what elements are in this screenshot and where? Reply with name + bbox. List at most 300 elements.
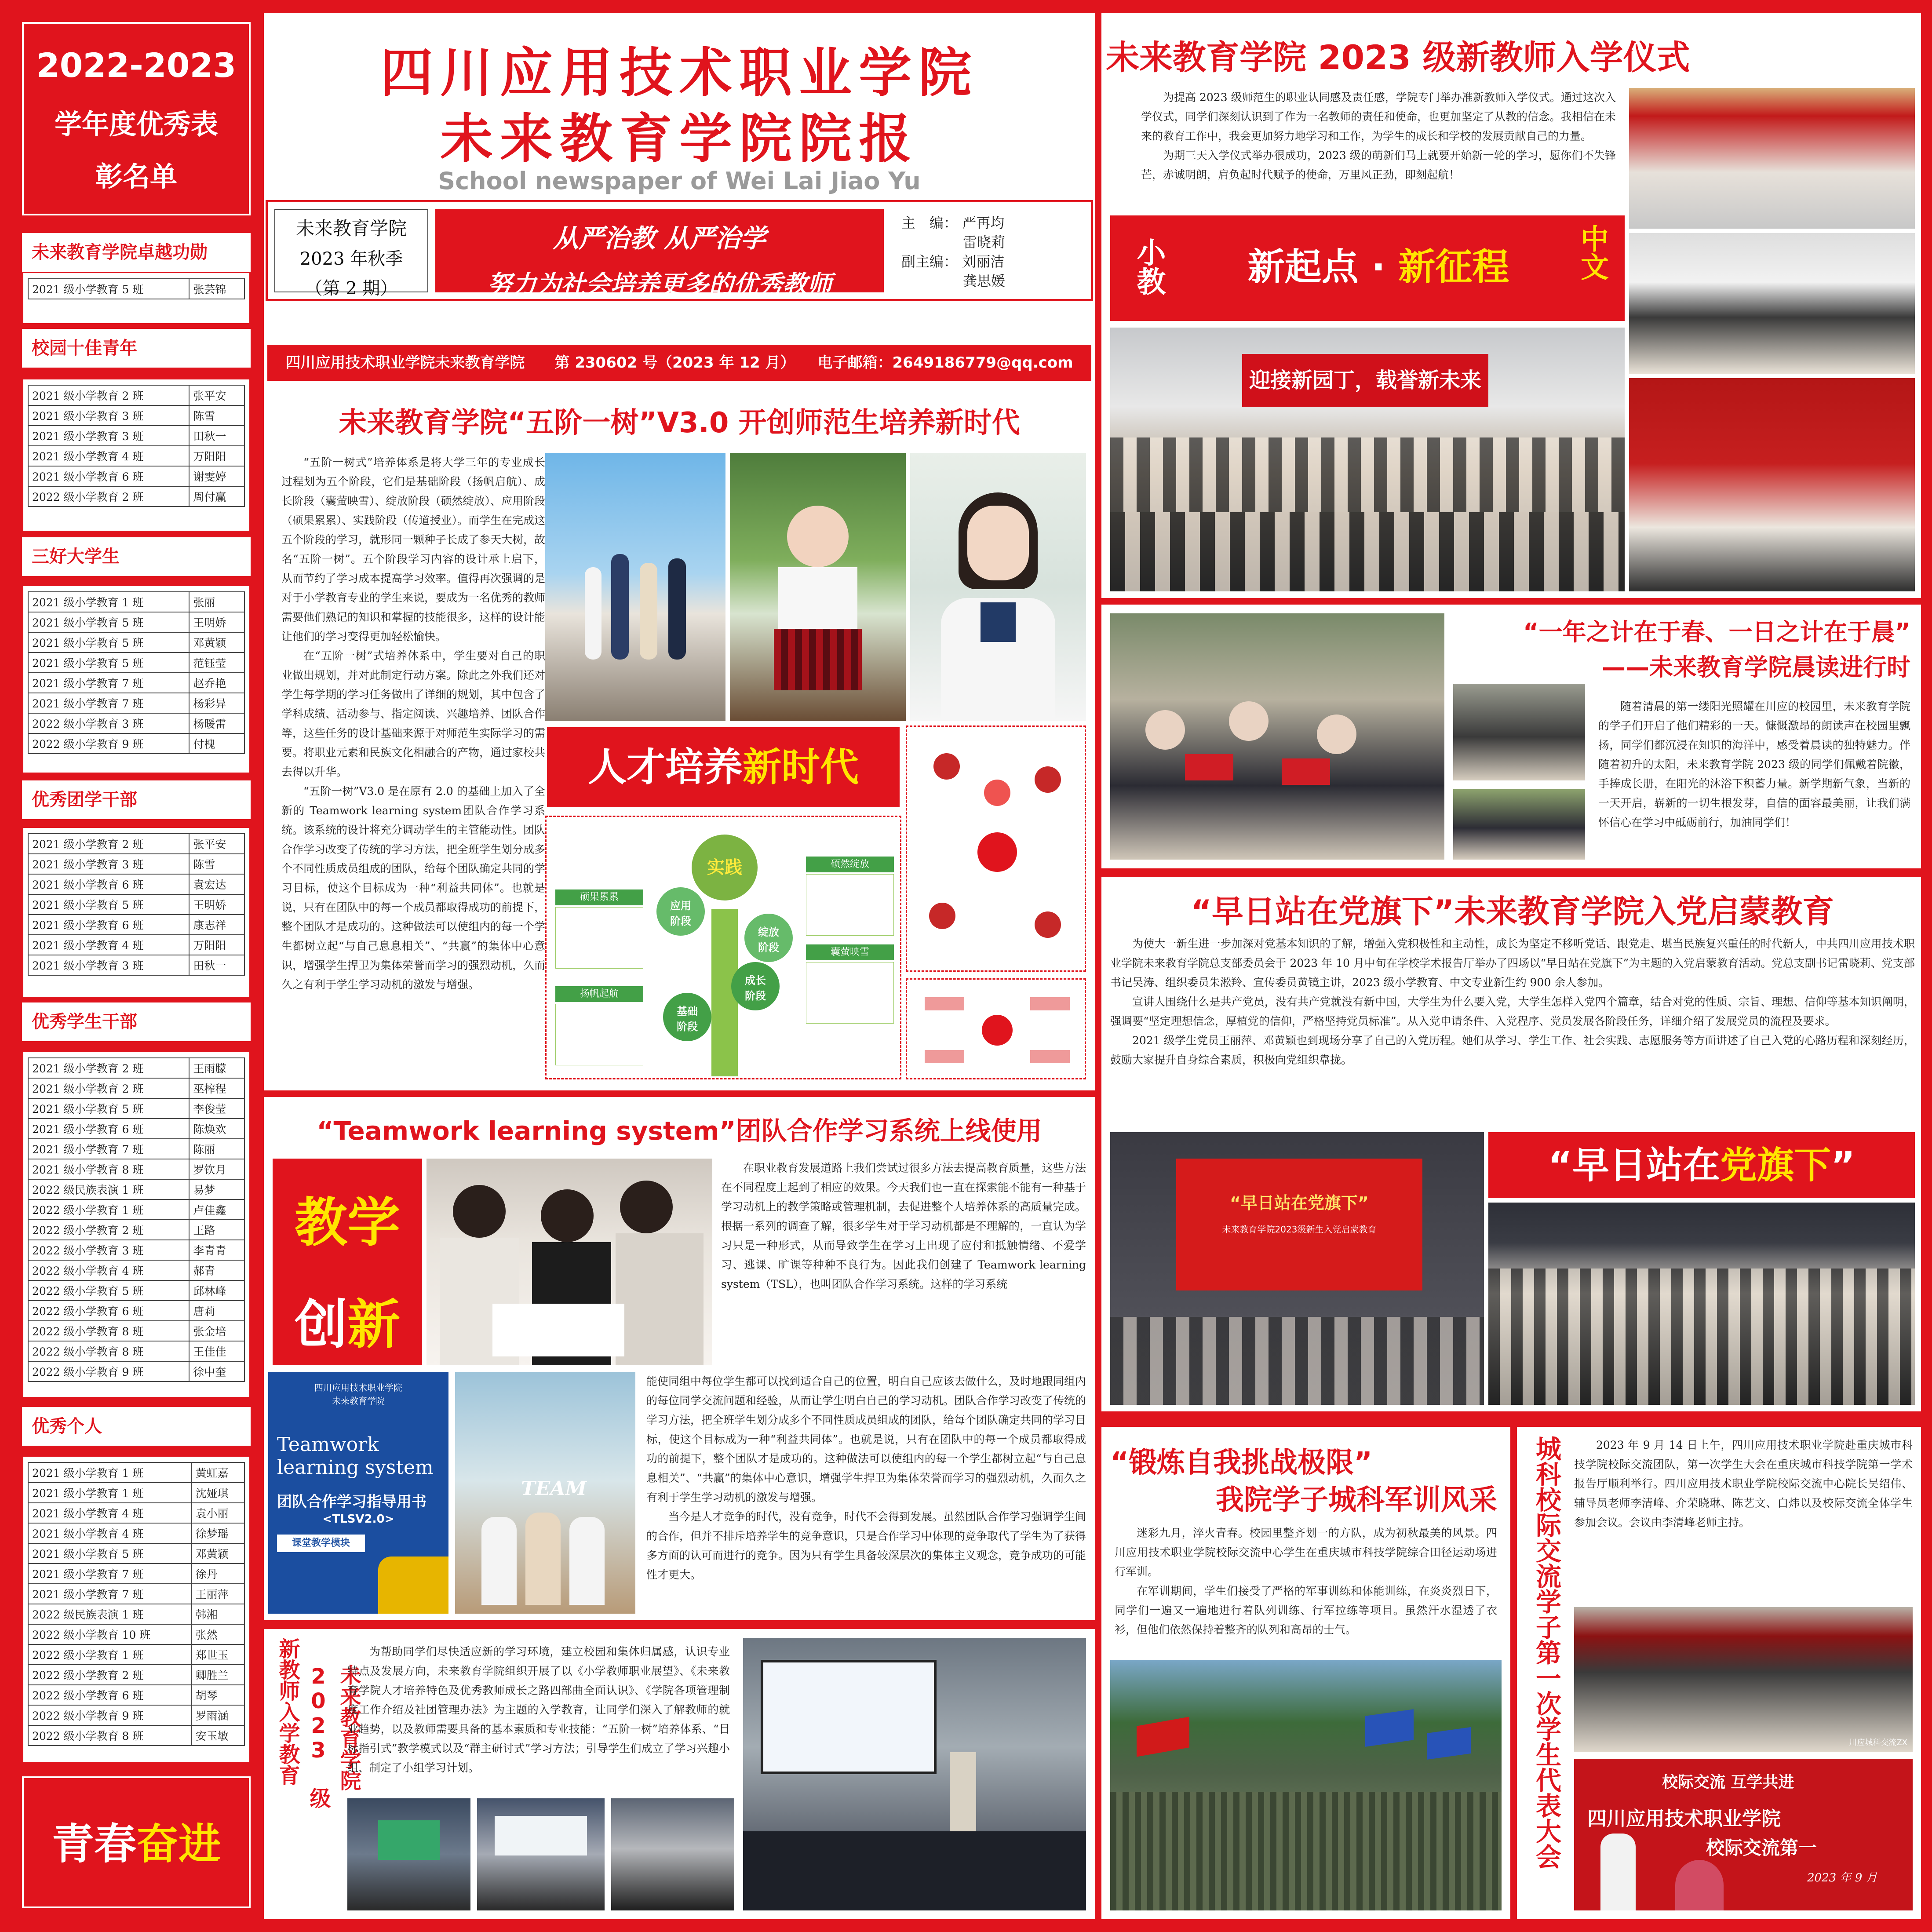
- table-row: [28, 1685, 244, 1705]
- ceremony-banner-right-box: [1572, 224, 1611, 312]
- sidebar-title-line3: 彰名单: [95, 160, 177, 193]
- roster-name: 陈雪: [189, 854, 244, 874]
- tree-node: [731, 962, 780, 1010]
- reading-paragraph: 随着清晨的第一缕阳光照耀在川应的校园里，未来教育学院的学子们开启了他们精彩的一天。慷慨激昂的朗读声在校园里飘扬，同学们都沉浸在知识的海洋中，感受着晨读的独特魅力。伴随着初升的太阳，未来教育学院 2023 级的同学们佩戴着院徽，手捧成长册，在阳光的沐浴下积蓄力量。新学期新气象，当新的一天开启，崭新的一切生根发芽，自信的面容最美丽，让我们满怀信心在学习中砥砺前行，加油同学们！: [1598, 700, 1910, 829]
- roster-name: 李俊莹: [189, 1098, 244, 1119]
- roster-name: 安玉敏: [192, 1725, 244, 1746]
- table-row: [28, 1220, 244, 1240]
- roster-class: 2021 级小学教育 7 班: [28, 1139, 189, 1159]
- table-row: [28, 1564, 244, 1584]
- table-row: [28, 1523, 244, 1543]
- book-tag: [277, 1535, 365, 1552]
- roster-name: 袁小丽: [192, 1503, 244, 1523]
- article-military: [1101, 1427, 1510, 1919]
- sidebar-heading-youth: 校园十佳青年: [22, 329, 251, 368]
- party-paragraph: 宣讲人围绕什么是共产党员，没有共产党就没有新中国，大学生为什么要入党，大学生怎样入党四个篇章，结合对党的性质、宗旨、理想、信仰等基本知识阐明，强调要“坚定理想信念，厚植党的信仰，严格坚持党员标准”。从入党申请条件、入党程序、党员发展各阶段任务，详细介绍了发展党员的流程及要求。: [1110, 995, 1915, 1028]
- exchange-body: [1574, 1436, 1913, 1603]
- tree-node-label: 应用阶段: [670, 900, 691, 927]
- ceremony-headline: 未来教育学院 2023 级新教师入学仪式: [1106, 38, 1690, 77]
- military-headline-2: 我院学子城科军训风采: [1216, 1484, 1497, 1516]
- table-row: [28, 1280, 244, 1301]
- editor-label: 主 编：: [901, 215, 958, 231]
- roster-class: 2022 级小学教育 6 班: [28, 1685, 192, 1705]
- editor-name-2: 雷晓莉: [963, 234, 1006, 251]
- sidebar-heading-league-cadre: 优秀团学干部: [22, 780, 251, 819]
- roster-name: 韩湘: [192, 1604, 244, 1624]
- photo-lecture-hall: [743, 1638, 1086, 1910]
- military-headline-1: “锻炼自我挑战极限”: [1110, 1447, 1373, 1479]
- orientation-body: [347, 1642, 730, 1787]
- table-row: [28, 915, 244, 935]
- roster-name: 张然: [192, 1624, 244, 1644]
- party-screen-sub: 未来教育学院2023级新生入党启蒙教育: [1222, 1224, 1377, 1235]
- tree-node-label: 基础阶段: [677, 1005, 698, 1033]
- roster-name: 沈娅琪: [192, 1483, 244, 1503]
- roster-class: 2021 级小学教育 5 班: [28, 279, 189, 299]
- table-row: [28, 1361, 244, 1382]
- table-row: [28, 935, 244, 955]
- roster-class: 2021 级小学教育 3 班: [28, 426, 189, 446]
- roster-name: 张丽: [189, 592, 244, 612]
- sidebar-heading-student-cadre: 优秀学生干部: [22, 1002, 251, 1041]
- teamwork-side-banner: [273, 1159, 422, 1365]
- photo-military-training: [1110, 1660, 1502, 1910]
- roster-class: 2021 级小学教育 5 班: [28, 1098, 189, 1119]
- teamwork-side-a: 教学: [295, 1192, 400, 1254]
- party-screen-title: “早日站在党旗下”: [1230, 1193, 1369, 1213]
- ceremony-banner-left: 小教: [1132, 237, 1166, 295]
- roster-name: 王佳佳: [189, 1341, 244, 1361]
- photo-exchange-hall: [1574, 1607, 1913, 1752]
- masthead-english: School newspaper of Wei Lai Jiao Yu: [438, 167, 921, 195]
- book-cover: [268, 1372, 448, 1614]
- photo-party-hall: [1110, 1132, 1484, 1405]
- table-row: [28, 854, 244, 874]
- tree-tab-label: 囊萤映雪: [830, 947, 869, 958]
- wujie-banner: [545, 725, 901, 809]
- roster-class: 2022 级小学教育 8 班: [28, 1321, 189, 1341]
- roster-class: 2022 级小学教育 4 班: [28, 1260, 189, 1280]
- tree-node: [656, 887, 705, 936]
- table-row: [28, 1098, 244, 1119]
- masthead-editors: [901, 213, 1086, 291]
- table-row: [28, 1705, 244, 1725]
- photo-party-audience: [1488, 1203, 1915, 1405]
- roster-name: 田秋一: [189, 426, 244, 446]
- party-banner: [1488, 1132, 1915, 1198]
- photo-classroom-1: [347, 1798, 470, 1910]
- roster-name: 胡琴: [192, 1685, 244, 1705]
- infoline-text: 四川应用技术职业学院未来教育学院 第 230602 号（2023 年 12 月） 电子邮箱：2649186779@qq.com: [285, 354, 1073, 372]
- party-paragraph: 2021 级学生党员王丽萍、邓黄颖也到现场分享了自己的入党历程。她们从学习、学生工作、社会实践、志愿服务等方面讲述了自己入党的心路历程和深刻经历，鼓励大家提升自身综合素质，积极向党组织靠拢。: [1110, 1034, 1915, 1066]
- teamwork-body-bottom: [646, 1372, 1086, 1614]
- roster-table: [28, 1462, 245, 1746]
- roster-name: 陈雪: [189, 405, 244, 426]
- roster-class: 2021 级小学教育 5 班: [28, 632, 189, 653]
- roster-class: 2022 级民族表演 1 班: [28, 1179, 189, 1199]
- roster-name: 张平安: [189, 385, 244, 405]
- vice-editor-name-1: 刘丽洁: [962, 253, 1005, 270]
- photo-reading-small-1: [1453, 684, 1585, 780]
- roster-class: 2022 级小学教育 6 班: [28, 1301, 189, 1321]
- roster-name: 康志祥: [189, 915, 244, 935]
- mind-map-1: [906, 725, 1086, 972]
- team-tag: TEAM: [521, 1477, 587, 1500]
- military-paragraph: 迷彩九月，淬火青春。校园里整齐划一的方队，成为初秋最美的风景。四川应用技术职业学院校际交流中心学生在重庆城市科技学院综合田径运动场进行军训。: [1115, 1527, 1497, 1578]
- orientation-paragraph: 为帮助同学们尽快适应新的学习环境，建立校园和集体归属感，认识专业特点及发展方向，未来教育学院组织开展了以《小学教师职业展望》、《未来教育学院人才培养特色及优秀教师成长之路四部曲全面认识》、《学院各项管理制度工作介绍及社团管理办法》为主题的入学教育，让同学们深入了解教师的就业趋势，以及教师需要具备的基本素质和专业技能：“五阶一树”培养体系、“目标指引式”教学模式以及“群主研讨式”学习方法；引导学生们成立了学习兴趣小组、制定了小组学习计划。: [347, 1645, 730, 1774]
- table-row: [28, 1199, 244, 1220]
- tree-diagram: [545, 816, 901, 1079]
- tree-tab: [806, 857, 894, 872]
- tree-node-label: 绽放阶段: [758, 926, 779, 954]
- roster-class: 2021 级小学教育 6 班: [28, 466, 189, 486]
- ceremony-banner: [1110, 215, 1625, 321]
- roster-name: 邓黄颖: [189, 632, 244, 653]
- article-party: [1101, 877, 1921, 1411]
- roster-name: 易梦: [189, 1179, 244, 1199]
- roster-class: 2021 级小学教育 2 班: [28, 834, 189, 854]
- article-ceremony: [1101, 13, 1921, 598]
- photo-reading-small-2: [1453, 789, 1585, 860]
- table-row: [28, 1483, 244, 1503]
- roster-class: 2021 级小学教育 1 班: [28, 1483, 192, 1503]
- tree-tab-label: 硕果累累: [580, 892, 619, 903]
- masthead-issue: （第 2 期）: [305, 278, 398, 299]
- photo-student-portrait: [910, 453, 1086, 721]
- table-row: [28, 1341, 244, 1361]
- roster-class: 2021 级小学教育 6 班: [28, 915, 189, 935]
- ceremony-paragraph: 为提高 2023 级师范生的职业认同感及责任感，学院专门举办准新教师入学仪式。通过这次入学仪式，同学们深刻认识到了作为一名教师的责任和使命，也更加坚定了从教的信念。我相信在未来的教育工作中，我会更加努力地学习和工作，为学生的成长和学校的发展贡献自己的力量。: [1141, 91, 1616, 142]
- photo-students-group-work: [426, 1159, 712, 1365]
- sidebar-title-year: 2022-2023: [36, 46, 237, 85]
- roster-name: 卢佳鑫: [189, 1199, 244, 1220]
- roster-name: 张金培: [189, 1321, 244, 1341]
- table-row: [28, 955, 244, 975]
- vice-editor-name-2: 龚思媛: [963, 273, 1006, 289]
- book-title: 团队合作学习指导用书: [277, 1493, 426, 1511]
- roster-class: 2022 级小学教育 8 班: [28, 1725, 192, 1746]
- roster-class: 2022 级小学教育 2 班: [28, 1220, 189, 1240]
- sidebar-heading-merit: 未来教育学院卓越功勋: [22, 233, 251, 272]
- article-teamwork: [264, 1097, 1095, 1620]
- roster-name: 张平安: [189, 834, 244, 854]
- table-row: [28, 1159, 244, 1179]
- book-en-2: learning system: [277, 1456, 434, 1479]
- orientation-vertical-title: 新教师入学教育: [275, 1638, 300, 1786]
- roster-name: 谢雯婷: [189, 466, 244, 486]
- roster-class: 2022 级小学教育 5 班: [28, 1280, 189, 1301]
- table-row: [28, 1058, 244, 1078]
- roster-name: 张芸锦: [189, 279, 244, 299]
- book-dept: 未来教育学院: [332, 1396, 385, 1406]
- mind-map-2: [906, 978, 1086, 1079]
- exchange-stage-line1: 校际交流 互学共进: [1662, 1773, 1794, 1791]
- roster-class: 2022 级小学教育 3 班: [28, 713, 189, 733]
- roster-class: 2021 级小学教育 7 班: [28, 1584, 192, 1604]
- wujie-paragraph: “五阶一树式”培养体系是将大学三年的专业成长过程划为五个阶段，它们是基础阶段（扬帆启航）、成长阶段（囊萤映雪）、绽放阶段（硕然绽放）、应用阶段（硕果累累）、实践阶段（传道授业）。而学生在完成这五个阶段的学习，就形同一颗种子长成了参天大树，故名“五阶一树”。五个阶段学习内容的设计承上启下，从而节约了学习成本提高学习效率。值得再次强调的是对于小学教育专业的学生来说，要成为一名优秀的教师需要他们熟记的知识和掌握的技能很多，这样的设计能让他们的学习变得更加轻松愉快。: [281, 456, 545, 643]
- roster-class: 2022 级小学教育 1 班: [28, 1644, 192, 1665]
- roster-class: 2021 级小学教育 4 班: [28, 1503, 192, 1523]
- table-row: [28, 1543, 244, 1564]
- tree-node-label: 成长阶段: [745, 974, 766, 1002]
- sidebar-heading-individual: 优秀个人: [22, 1407, 251, 1446]
- roster-class: 2021 级小学教育 7 班: [28, 673, 189, 693]
- table-row: [28, 1321, 244, 1341]
- table-row: [28, 693, 244, 713]
- table-row: [28, 874, 244, 894]
- orientation-vertical-sub: 未来教育学院 2023 级: [306, 1664, 361, 1808]
- exchange-vertical-title: 城科校际交流学子第一次学生代表大会: [1531, 1436, 1561, 1869]
- slogan-part-a: 青春: [52, 1819, 136, 1869]
- military-paragraph: 在军训期间，学生们接受了严格的军事训练和体能训练，在炎炎烈日下，同学们一遍又一遍地进行着队列训练、行军拉练等项目。虽然汗水湿透了衣衫，但他们依然保持着整齐的队列和高昂的士气。: [1115, 1585, 1497, 1636]
- roster-class: 2021 级小学教育 3 班: [28, 405, 189, 426]
- table-row: [28, 612, 244, 632]
- exchange-stage-line2: 四川应用技术职业学院: [1587, 1808, 1781, 1830]
- roster-table: [28, 278, 245, 299]
- roster-class: 2022 级小学教育 10 班: [28, 1624, 192, 1644]
- table-row: [28, 834, 244, 854]
- roster-name: 徐中奎: [189, 1361, 244, 1382]
- roster-class: 2022 级小学教育 8 班: [28, 1341, 189, 1361]
- roster-name: 万阳阳: [189, 446, 244, 466]
- table-row: [28, 1665, 244, 1685]
- wujie-headline: 未来教育学院“五阶一树”V3.0 开创师范生培养新时代: [339, 407, 1020, 439]
- photo-reading-large: [1110, 613, 1444, 860]
- party-banner-c: ”: [1831, 1144, 1855, 1187]
- ceremony-paragraph: 为期三天入学仪式举办很成功，2023 级的萌新们马上就要开始新一轮的学习，愿你们不失锋芒，赤诚明朗，肩负起时代赋予的使命，万里风正劲，即刻起航！: [1141, 149, 1616, 181]
- photo-classroom-2: [477, 1798, 605, 1910]
- roster-name: 罗钦月: [189, 1159, 244, 1179]
- roster-class: 2021 级小学教育 7 班: [28, 1564, 192, 1584]
- roster-class: 2021 级小学教育 4 班: [28, 446, 189, 466]
- photo-ceremony-stage: [1629, 88, 1915, 229]
- table-row: [28, 1301, 244, 1321]
- roster-class: 2021 级小学教育 2 班: [28, 1078, 189, 1098]
- book-version: <TLSV2.0>: [322, 1513, 394, 1526]
- reading-headline-1: “一年之计在于春、一日之计在于晨”: [1523, 618, 1910, 646]
- roster-class: 2022 级小学教育 9 班: [28, 1705, 192, 1725]
- roster-name: 王明娇: [189, 894, 244, 915]
- photo-ceremony-award: [1629, 378, 1915, 591]
- teamwork-paragraph: 能使同组中每位学生都可以找到适合自己的位置，明白自己应该去做什么，及时地跟同组内的每位同学交流问题和经验，从而让学生明白自己的学习动机。团队合作学习改变了传统的学习方法，把全班学生划分成多个不同性质成员组成的团队，给每个团队确定共同的学习目标，使这个目标成为一种“利益共同体”。也就是说，只有在团队中的每一个成员都取得成功的前提下，整个团队才是成功的。这种做法可以使组内的每一个学生都树立起“与自己息息相关”、“共赢”的集体中心意识，增强学生捍卫为集体荣誉而学习的强烈动机，久而久之有利于学生学习动机的激发与增强。: [646, 1375, 1086, 1504]
- roster-name: 徐梦瑶: [192, 1523, 244, 1543]
- party-banner-a: “早日站在: [1548, 1144, 1720, 1187]
- article-orientation: [264, 1629, 1095, 1919]
- roster-name: 王路: [189, 1220, 244, 1240]
- table-row: [28, 713, 244, 733]
- masthead-school: 四川应用技术职业学院: [380, 43, 978, 104]
- table-row: [28, 1139, 244, 1159]
- masthead-dept: 未来教育学院: [295, 218, 407, 239]
- roster-class: 2021 级小学教育 4 班: [28, 935, 189, 955]
- masthead-motto-1: 从严治教 从严治学: [553, 223, 766, 253]
- tree-top-node: [692, 835, 758, 900]
- roster-class: 2022 级小学教育 9 班: [28, 1361, 189, 1382]
- roster-table: [28, 385, 245, 507]
- roster-name: 杨暖雷: [189, 713, 244, 733]
- roster-name: 付槐: [189, 733, 244, 754]
- slogan-part-b: 奋进: [136, 1819, 221, 1869]
- sidebar-title-block: [22, 22, 251, 215]
- table-row: [28, 426, 244, 446]
- exchange-stage-line3: 校际交流第一: [1706, 1837, 1817, 1859]
- teamwork-paragraph: 当今是人才竞争的时代，没有竞争，时代不会得到发展。虽然团队合作学习强调学生间的合作，但并不排斥培养学生的竞争意识，只是合作学习中体现的竞争取代了学生为了获得多方面的认可而进行的竞争。因为只有学生具备较深层次的集体主义观念，竞争成功的可能性才更大。: [646, 1510, 1086, 1581]
- masthead-motto-2: 努力为社会培养更多的优秀教师: [487, 270, 832, 299]
- roster-name: 赵乔艳: [189, 673, 244, 693]
- roster-class: 2021 级小学教育 3 班: [28, 955, 189, 975]
- exchange-stage-date: 2023 年 9 月: [1807, 1871, 1877, 1885]
- roster-name: 黄虹嘉: [192, 1462, 244, 1483]
- roster-class: 2021 级小学教育 4 班: [28, 1523, 192, 1543]
- roster-name: 王丽萍: [192, 1584, 244, 1604]
- roster-name: 卿胜兰: [192, 1665, 244, 1685]
- reading-body: [1598, 697, 1910, 864]
- vice-editor-label: 副主编：: [901, 253, 958, 270]
- roster-three-good: [22, 585, 251, 774]
- roster-class: 2022 级民族表演 1 班: [28, 1604, 192, 1624]
- roster-class: 2022 级小学教育 2 班: [28, 1665, 192, 1685]
- roster-table: [28, 833, 245, 976]
- teamwork-side-b2: 新: [347, 1294, 400, 1356]
- reading-headline-2: ——未来教育学院晨读进行时: [1602, 653, 1910, 681]
- roster-class: 2021 级小学教育 6 班: [28, 874, 189, 894]
- photo-team-students: [455, 1372, 635, 1614]
- roster-class: 2021 级小学教育 5 班: [28, 894, 189, 915]
- table-row: [28, 1240, 244, 1260]
- ceremony-banner-right: 中文: [1576, 224, 1608, 281]
- photo-ceremony-group: [1110, 328, 1625, 591]
- wujie-banner-a: 人才培养: [587, 744, 743, 790]
- ceremony-stage-caption: 迎接新园丁，载誉新未来: [1249, 368, 1481, 393]
- table-row: [28, 733, 244, 754]
- roster-table: [28, 1057, 245, 1382]
- table-row: [28, 653, 244, 673]
- tree-tab: [806, 944, 894, 960]
- roster-name: 徐丹: [192, 1564, 244, 1584]
- tree-node: [744, 914, 793, 962]
- table-row: [28, 1624, 244, 1644]
- table-row: [28, 1260, 244, 1280]
- table-row: [28, 1119, 244, 1139]
- table-row: [28, 632, 244, 653]
- table-row: [28, 405, 244, 426]
- table-row: [28, 1725, 244, 1746]
- sidebar-title-line2: 学年度优秀表: [54, 108, 218, 140]
- tree-tab: [555, 889, 643, 905]
- photo-student-uniform: [730, 453, 906, 721]
- roster-student-cadre: [22, 1051, 251, 1398]
- roster-name: 田秋一: [189, 955, 244, 975]
- roster-class: 2021 级小学教育 3 班: [28, 854, 189, 874]
- photo-students-jumping: [545, 453, 725, 721]
- roster-class: 2021 级小学教育 2 班: [28, 1058, 189, 1078]
- roster-name: 陈焕欢: [189, 1119, 244, 1139]
- book-tag-label: 课堂教学模块: [292, 1538, 350, 1549]
- ceremony-banner-center-b: 新征程: [1398, 245, 1509, 288]
- roster-individual: [22, 1455, 251, 1763]
- table-row: [28, 894, 244, 915]
- party-banner-b: 党旗下: [1720, 1144, 1831, 1187]
- wujie-paragraph: 在“五阶一树”式培养体系中，学生要对自己的职业做出规划，并对此制定行动方案。除此之外我们还对学生每学期的学习任务做出了详细的规划，其中包含了学科成绩、活动参与、指定阅读、兴趣培养、团队合作等，这些任务的设计基础来源于对师范生实际学习的需要。将职业元素和民族文化相融合的产物，通过家校共去得以升华。: [281, 649, 545, 778]
- exchange-watermark: 川应城科交流ZX: [1849, 1738, 1907, 1747]
- tree-top-label: 实践: [707, 857, 742, 878]
- ceremony-body: [1141, 88, 1616, 224]
- teamwork-paragraph: 在职业教育发展道路上我们尝试过很多方法去提高教育质量，这些方法在不同程度上起到了相应的效果。今天我们也一直在探索能不能有一种基于学习动机上的教学策略或管理机制，去促进整个人培养体系的高质量完成。根据一系列的调查了解，很多学生对于学习动机都是不理解的，一直认为学习只是一种形式，从而导致学生在学习上出现了应付和抵触情绪、不爱学习、逃课、旷课等种种不良行为。因此我们创建了 Teamwork learning system（TSL），也叫团队合作学习系统。这样的学习系统: [721, 1162, 1086, 1290]
- roster-name: 罗雨涵: [192, 1705, 244, 1725]
- wujie-banner-b: 新时代: [743, 744, 859, 790]
- photo-exchange-stage: [1574, 1759, 1913, 1910]
- roster-name: 邓黄颖: [192, 1543, 244, 1564]
- wujie-paragraph: “五阶一树”V3.0 是在原有 2.0 的基础上加入了全新的 Teamwork learning system团队合作学习系统。该系统的设计将充分调动学生的主管能动性。团队合作学习改变了传统的学习方法，把全班学生划分成多个不同性质成员组成的团队，给每个团队确定共同的学习目标，使这个目标成为一种“利益共同体”。也就是说，只有在团队中的每一个成员都取得成功的前提下，整个团队才是成功的。这种做法可以使组内的每一个学生都树立起“与自己息息相关”、“共赢”的集体中心意识，增强学生捍卫为集体荣誉而学习的强烈动机，久而久之有利于学生学习动机的激发与增强。: [281, 785, 545, 991]
- wujie-body: [281, 453, 545, 1077]
- table-row: [28, 446, 244, 466]
- roster-class: 2021 级小学教育 5 班: [28, 1543, 192, 1564]
- table-row: [28, 486, 244, 507]
- teamwork-headline: “Teamwork learning system”团队合作学习系统上线使用: [317, 1116, 1042, 1146]
- roster-name: 王明娇: [189, 612, 244, 632]
- table-row: [28, 1078, 244, 1098]
- book-en-1: Teamwork: [277, 1433, 379, 1456]
- teamwork-body-top: [721, 1159, 1086, 1365]
- roster-name: 周付赢: [189, 486, 244, 507]
- article-wujie: [264, 387, 1095, 1090]
- roster-class: 2021 级小学教育 7 班: [28, 693, 189, 713]
- party-headline: “早日站在党旗下”未来教育学院入党启蒙教育: [1191, 893, 1834, 930]
- table-row: [28, 673, 244, 693]
- roster-class: 2022 级小学教育 3 班: [28, 1240, 189, 1260]
- table-row: [28, 1462, 244, 1483]
- table-row: [28, 1604, 244, 1624]
- roster-name: 邱林峰: [189, 1280, 244, 1301]
- roster-name: 杨彩异: [189, 693, 244, 713]
- roster-name: 王雨朦: [189, 1058, 244, 1078]
- roster-class: 2021 级小学教育 5 班: [28, 612, 189, 632]
- photo-ceremony-audience: [1629, 233, 1915, 374]
- roster-class: 2021 级小学教育 2 班: [28, 385, 189, 405]
- tree-node: [663, 993, 711, 1041]
- roster-class: 2021 级小学教育 1 班: [28, 592, 189, 612]
- masthead-infoline: [266, 343, 1093, 383]
- party-screen: [1176, 1159, 1422, 1290]
- party-paragraph: 为使大一新生进一步加深对党基本知识的了解，增强入党积极性和主动性，成长为坚定不移听党话、跟党走、堪当民族复兴重任的时代新人，中共四川应用技术职业学院未来教育学院总支部委员会于 2023 年 10 月中旬在学校学术报告厅举办了四场以“早日站在党旗下”为主题的入党启蒙教育活动。党总支副书记雷晓莉、党支部书记吴涛、组织委员朱淞羚、宣传委员黄镜主讲，2023 级小学教育、中文专业新生约 900 余人参加。: [1110, 937, 1915, 989]
- sidebar-heading-three-good: 三好大学生: [22, 537, 251, 576]
- party-body: [1110, 934, 1915, 1119]
- sidebar-slogan: [22, 1776, 251, 1908]
- roster-name: 唐莉: [189, 1301, 244, 1321]
- roster-class: 2021 级小学教育 5 班: [28, 653, 189, 673]
- table-row: [28, 1584, 244, 1604]
- book-school: 四川应用技术职业学院: [314, 1382, 402, 1393]
- table-row: [28, 1179, 244, 1199]
- roster-class: 2021 级小学教育 6 班: [28, 1119, 189, 1139]
- roster-league-cadre: [22, 827, 251, 998]
- table-row: [28, 466, 244, 486]
- tree-tab-label: 扬帆起航: [580, 988, 619, 999]
- table-row: [28, 1503, 244, 1523]
- masthead-term: 2023 年秋季: [299, 249, 403, 269]
- masthead-motto-box: [435, 209, 884, 299]
- roster-name: 陈丽: [189, 1139, 244, 1159]
- roster-name: 范钰莹: [189, 653, 244, 673]
- roster-youth: [22, 378, 251, 532]
- roster-class: 2021 级小学教育 8 班: [28, 1159, 189, 1179]
- table-row: [28, 279, 244, 299]
- article-reading: [1101, 605, 1921, 868]
- roster-merit: [22, 272, 251, 324]
- roster-name: 万阳阳: [189, 935, 244, 955]
- masthead-paper: 未来教育学院院报: [440, 109, 919, 170]
- roster-name: 袁宏达: [189, 874, 244, 894]
